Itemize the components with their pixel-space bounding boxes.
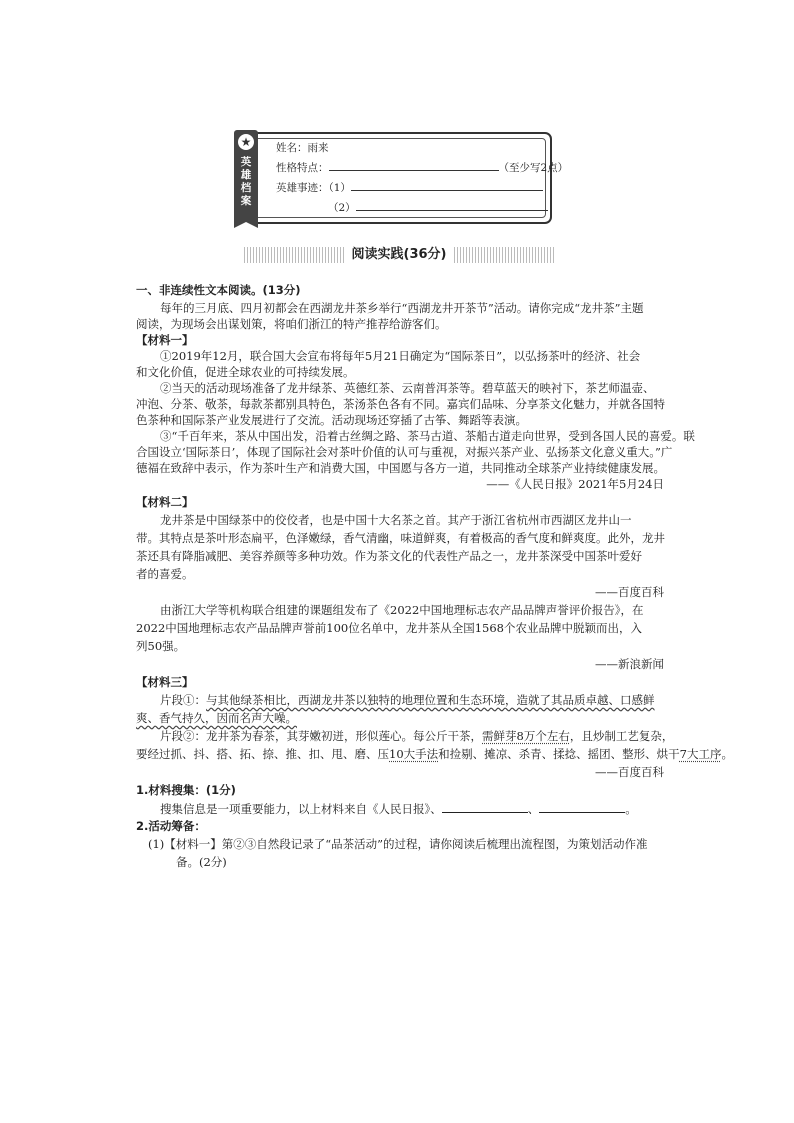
fragment2-prefix: 片段②：龙井茶为春茶，其芽嫩初迸，形似莲心。每公斤干茶， — [160, 729, 482, 743]
trait-note: （至少写2点） — [498, 162, 569, 174]
section-banner — [244, 244, 554, 266]
intro-line: 阅读，为现场会出谋划策，将咱们浙江的特产推荐给游客们。 — [136, 317, 447, 331]
question1-text: 搜集信息是一项重要能力，以上材料来自《人民日报》、 — [160, 802, 442, 816]
material3-label: 【材料三】 — [136, 675, 194, 689]
trait-blank[interactable] — [329, 160, 499, 171]
fragment1-prefix: 片段①： — [160, 693, 206, 707]
ribbon-label: 英雄档案 — [240, 156, 252, 207]
star-icon: ★ — [238, 134, 254, 150]
fragment2-marked: 10大手法 — [389, 747, 439, 761]
material2-label: 【材料二】 — [136, 495, 194, 509]
material1-line: ②当天的活动现场准备了龙井绿茶、英德红茶、云南普洱茶等。碧草蓝天的映衬下，茶艺师温壶、 — [160, 381, 655, 395]
material1-line: 合国设立‘国际茶日’，体现了国际社会对茶叶价值的认可与重视，对振兴茶产业、弘扬茶文化意义重大。”广 — [136, 445, 673, 459]
material1-line: 色茶种和国际茶产业发展进行了交流。活动现场还穿插了古筝、舞蹈等表演。 — [136, 413, 527, 427]
fragment1-text: 与其他绿茶相比，西湖龙井茶以独特的地理位置和生态环境，造就了其品质卓越、口感鲜 — [206, 693, 655, 707]
material1-line: 和文化价值，促进全球农业的可持续发展。 — [136, 365, 355, 379]
material2-source1: ——百度百科 — [595, 585, 664, 599]
fragment1-text-cont: 爽、香气持久，因而名声大噪。 — [136, 711, 297, 725]
question1-separator: 、 — [527, 802, 540, 816]
hero-profile-card — [232, 130, 569, 226]
deed-2-blank[interactable] — [356, 200, 548, 211]
question1-title: 1.材料搜集：(1分) — [136, 783, 236, 797]
material3-source: ——百度百科 — [595, 765, 664, 779]
deed-row-1 — [276, 180, 543, 195]
material3-fragment2 — [160, 728, 673, 744]
deeds-label: 英雄事迹： — [276, 182, 329, 194]
material2-line: 者的喜爱。 — [136, 567, 194, 581]
deed-row-2 — [328, 200, 548, 215]
material1-line: 冲泡、分茶、敬茶，每款茶都别具特色，茶汤茶色各有不同。嘉宾们品味、分享茶文化魅力，并就各国特 — [136, 397, 665, 411]
material3-fragment1-cont — [136, 710, 297, 726]
material2-line: 由浙江大学等机构联合组建的课题组发布了《2022中国地理标志农产品品牌声誉评价报告》，在 — [160, 603, 644, 617]
material2-line: 龙井茶是中国绿茶中的佼佼者，也是中国十大名茶之首。其产于浙江省杭州市西湖区龙井山一 — [160, 513, 632, 527]
material2-line: 茶还具有降脂减肥、美容养颜等多种功效。作为茶文化的代表性产品之一，龙井茶深受中国茶叶爱好 — [136, 549, 642, 563]
question1-body — [160, 800, 637, 817]
deed-1-number: （1） — [328, 182, 351, 194]
ribbon-notch — [234, 222, 258, 228]
fragment2-end: 。 — [721, 747, 733, 761]
hero-name: 姓名：雨来 — [276, 142, 329, 154]
question2-1-line: 备。(2分) — [176, 855, 227, 869]
material1-label: 【材料一】 — [136, 333, 194, 347]
material1-line: ③“千百年来，茶从中国出发，沿着古丝绸之路、茶马古道、茶船古道走向世界，受到各国人民的喜爱。联 — [160, 429, 695, 443]
material2-source2: ——新浪新闻 — [595, 657, 664, 671]
material3-fragment2-cont — [136, 746, 733, 762]
answer-blank-1[interactable] — [442, 800, 528, 813]
fragment2-steps: 和捡剔、摊凉、杀青、揉捻、摇团、整形、烘干 — [438, 747, 680, 761]
question2-title: 2.活动筹备： — [136, 819, 206, 833]
material1-line: 德福在致辞中表示，作为茶叶生产和消费大国，中国愿与各方一道，共同推动全球茶产业持续健康发展。 — [136, 461, 665, 475]
trait-label: 性格特点： — [276, 162, 329, 174]
question1-end: 。 — [625, 802, 637, 816]
fragment2-text: ，且炒制工艺复杂， — [569, 729, 674, 743]
deed-2-number: （2） — [328, 202, 356, 214]
answer-blank-2[interactable] — [539, 800, 625, 813]
section-title: 阅读实践(36分) — [344, 244, 454, 266]
material2-line: 带。其特点是茶叶形态扁平，色泽嫩绿，香气清幽，味道鲜爽，有着极高的香气度和鲜爽度。此外，龙井 — [136, 531, 665, 545]
material2-line: 列50强。 — [136, 639, 186, 653]
deed-1-blank[interactable] — [351, 180, 543, 191]
material3-fragment1 — [160, 692, 655, 708]
card-ribbon — [234, 130, 258, 222]
fragment2-steps: 要经过抓、抖、搭、拓、捺、推、扣、甩、磨、压 — [136, 747, 389, 761]
material2-line: 2022中国地理标志农产品品牌声誉前100位名单中，龙井茶从全国1568个农业品牌中脱颖而出，入 — [136, 621, 642, 635]
trait-row — [276, 160, 568, 175]
question2-1-line: (1)【材料一】第②③自然段记录了“品茶活动”的过程，请你阅读后梳理出流程图，为策划活动作准 — [148, 837, 648, 851]
material1-line: ①2019年12月，联合国大会宣布将每年5月21日确定为“国际茶日”，以弘扬茶叶的经济、社会 — [160, 349, 641, 363]
intro-line: 每年的三月底、四月初都会在西湖龙井茶乡举行“西湖龙井开茶节”活动。请你完成“龙井茶”主题 — [160, 301, 644, 315]
fragment2-marked: 需鲜芽8万个左右 — [482, 729, 570, 743]
material1-source: ——《人民日报》2021年5月24日 — [486, 477, 664, 491]
fragment2-marked: 7大工序 — [679, 747, 722, 761]
part1-heading: 一、非连续性文本阅读。(13分) — [136, 283, 301, 297]
